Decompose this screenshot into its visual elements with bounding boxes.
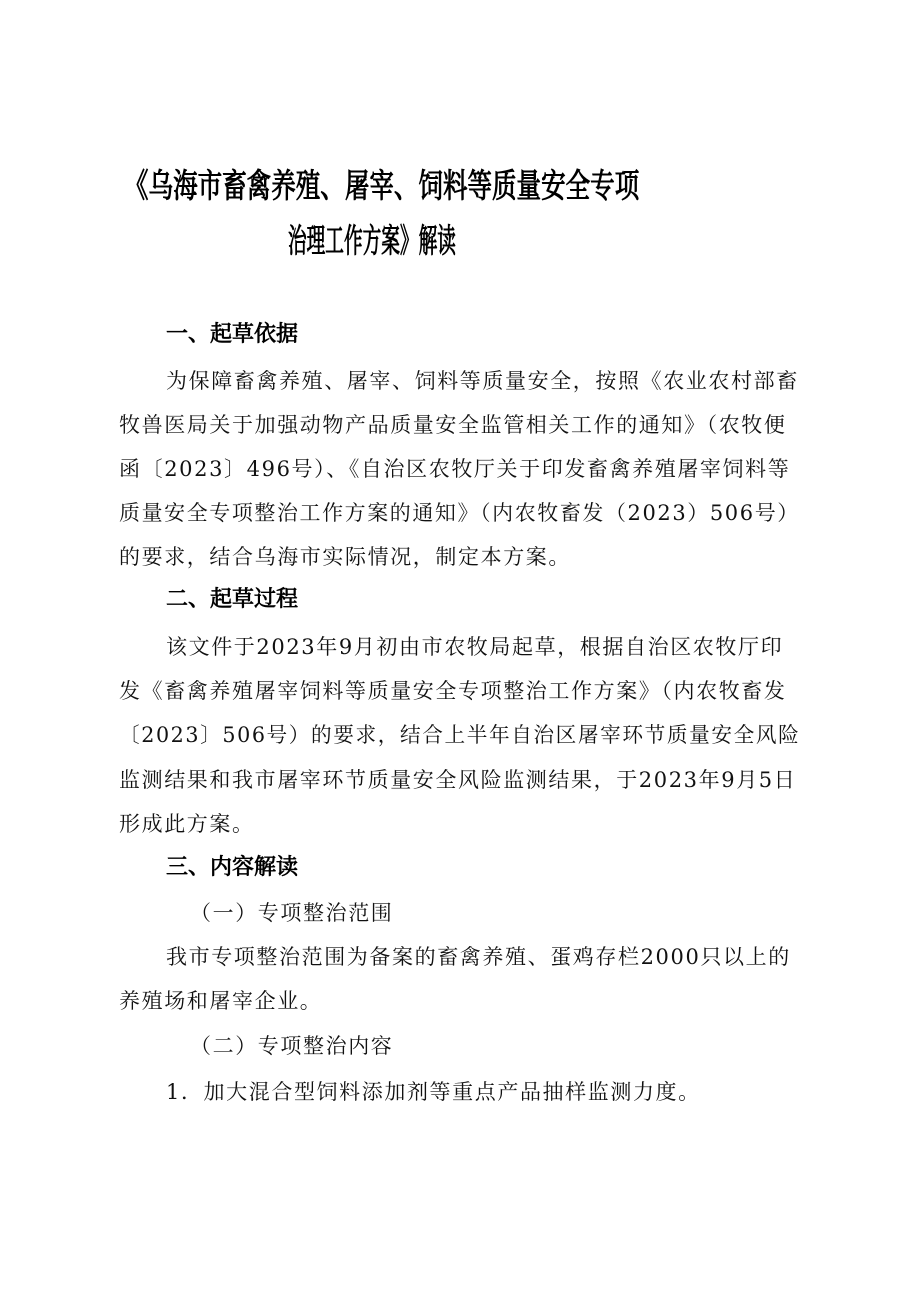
paragraph-line: 该文件于2023年9月初由市农牧局起草，根据自治区农牧厅印 [166, 635, 784, 659]
section-1-heading: 一、起草依据 [166, 322, 299, 347]
paragraph-line: 1．加大混合型饲料添加剂等重点产品抽样监测力度。 [166, 1080, 701, 1104]
paragraph-line: 〔2023〕506号）的要求，结合上半年自治区屠宰环节质量安全风险 [119, 723, 801, 747]
paragraph-line: 牧兽医局关于加强动物产品质量安全监管相关工作的通知》（农牧便 [119, 413, 787, 437]
paragraph-line: 我市专项整治范围为备案的畜禽养殖、蛋鸡存栏2000只以上的 [166, 945, 791, 969]
document-title-line-1: 《乌海市畜禽养殖、屠宰、饲料等质量安全专项 [124, 166, 640, 205]
paragraph-line: 监测结果和我市屠宰环节质量安全风险监测结果，于2023年9月5日 [119, 768, 797, 792]
paragraph-line: 形成此方案。 [119, 812, 255, 836]
subsection-1-heading: （一）专项整治范围 [190, 901, 394, 925]
section-3-heading: 三、内容解读 [166, 855, 299, 880]
paragraph-line: 发《畜禽养殖屠宰饲料等质量安全专项整治工作方案》（内农牧畜发 [119, 679, 787, 703]
subsection-2-heading: （二）专项整治内容 [190, 1034, 394, 1058]
document-title-line-2: 治理工作方案》解读 [288, 221, 456, 260]
paragraph-line: 函〔2023〕496号）、《自治区农牧厅关于印发畜禽养殖屠宰饲料等 [119, 457, 791, 481]
section-2-heading: 二、起草过程 [166, 587, 299, 612]
paragraph-line: 质量安全专项整治工作方案的通知》（内农牧畜发（2023）506号） [119, 501, 800, 525]
paragraph-line: 的要求，结合乌海市实际情况，制定本方案。 [119, 545, 571, 569]
paragraph-line: 养殖场和屠宰企业。 [119, 989, 323, 1013]
paragraph-line: 为保障畜禽养殖、屠宰、饲料等质量安全，按照《农业农村部畜 [166, 369, 799, 393]
